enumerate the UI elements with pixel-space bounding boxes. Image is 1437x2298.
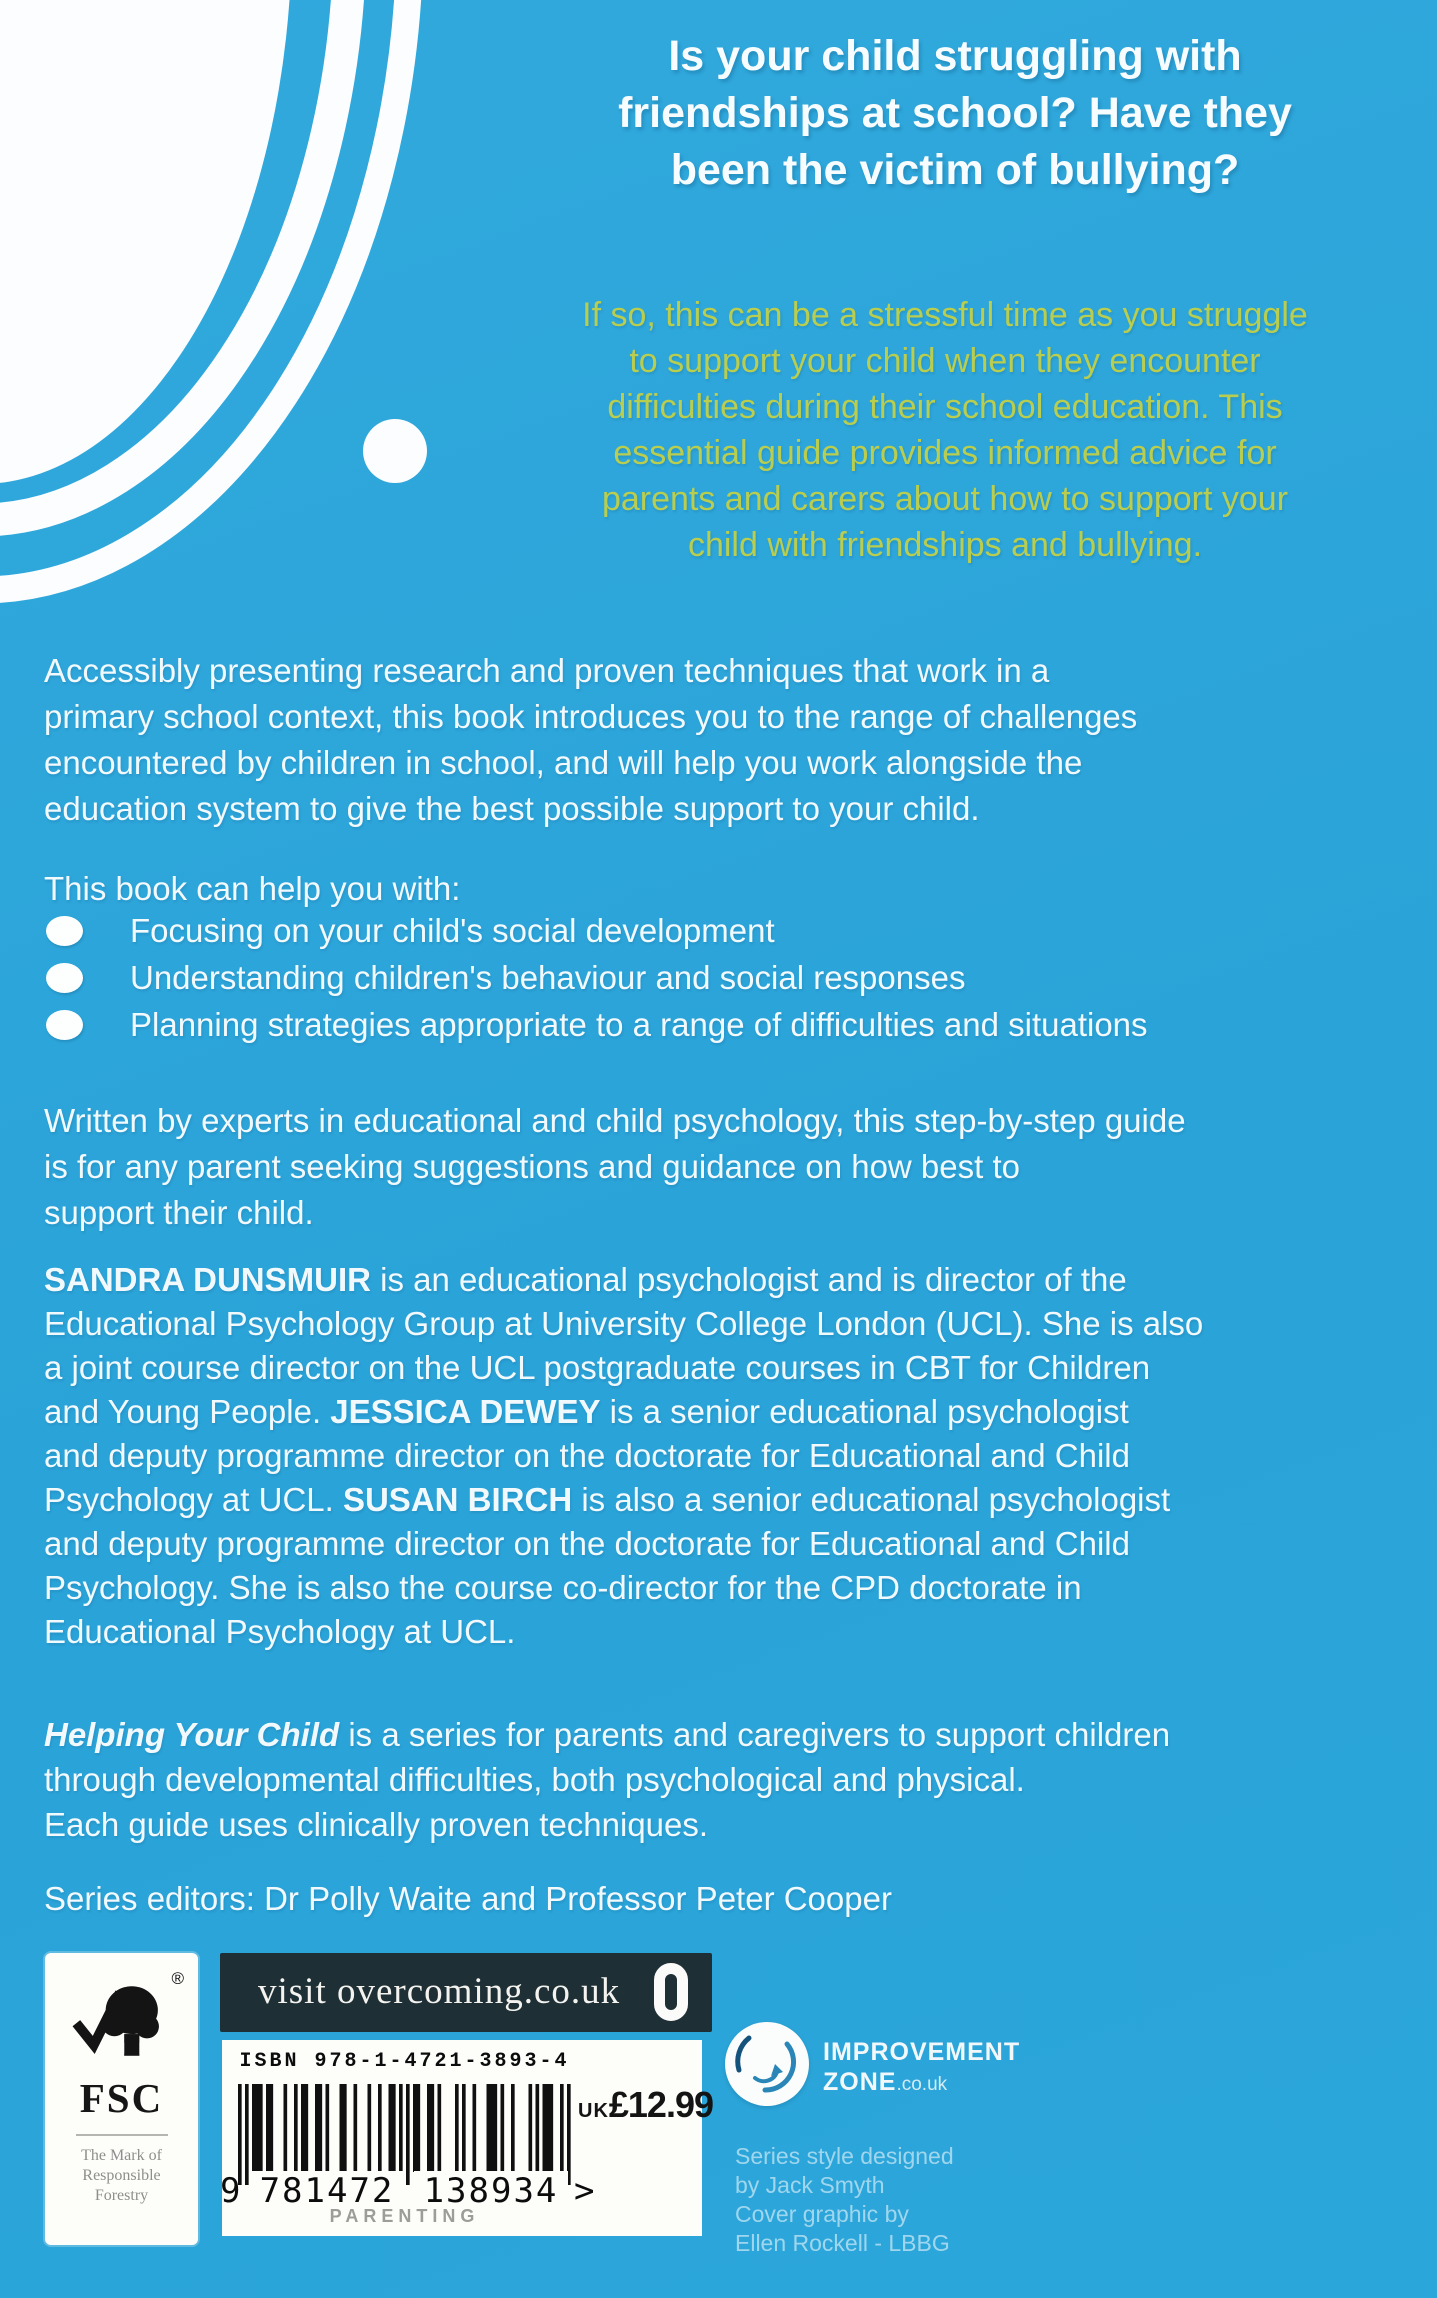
barcode-digit-lead: 9 xyxy=(220,2171,241,2211)
price xyxy=(578,2084,713,2126)
category-label: PARENTING xyxy=(329,2206,480,2226)
fsc-tagline: The Mark of Responsible Forestry xyxy=(81,2147,162,2204)
fsc-label: FSC xyxy=(79,2075,164,2121)
fsc-certification-badge xyxy=(45,1953,198,2245)
overcoming-o-logo-icon xyxy=(654,1963,688,2021)
list-heading: This book can help you with: xyxy=(44,870,461,907)
fsc-divider xyxy=(76,2134,168,2136)
improvement-zone-line1: IMPROVEMENT xyxy=(823,2038,1021,2066)
fsc-tree-icon xyxy=(67,1971,177,2071)
website-bar xyxy=(220,1953,712,2032)
price-currency: UK xyxy=(578,2100,609,2122)
authors-bio: SANDRA DUNSMUIR is an educational psychologist and is director of the Educational Psychology Group at University College London (UCL). She is also a joint course director on the UCL postgraduate courses in CBT for Children and Young People. JESSICA DEWEY is a senior educational psychologist and deputy programme director on the doctorate for Educational and Child Psychology at UCL. SUSAN BIRCH is also a senior educational psychologist and deputy programme director on the doctorate for Educational and Child Psychology. She is also the course co-director for the CPD doctorate in Educational Psychology at UCL. xyxy=(44,1261,1204,1650)
series-description: Helping Your Child is a series for parents and caregivers to support children through developmental difficulties, both psychological and physical. Each guide uses clinically proven techniques. xyxy=(44,1716,1171,1843)
bullet-text: Planning strategies appropriate to a range of difficulties and situations xyxy=(130,1006,1148,1043)
improvement-zone-swirl-icon xyxy=(725,2022,809,2106)
fsc-registered-mark: ® xyxy=(171,1969,184,1988)
bullet-list xyxy=(44,908,1148,1049)
bullet-dot-icon xyxy=(46,916,83,946)
series-editors: Series editors: Dr Polly Waite and Professor Peter Cooper xyxy=(44,1880,892,1917)
bullet-text: Understanding children's behaviour and social responses xyxy=(130,959,966,996)
improvement-zone-suffix: .co.uk xyxy=(896,2074,948,2095)
improvement-zone-zone: ZONE xyxy=(823,2068,897,2096)
headline: Is your child struggling with friendships at school? Have they been the victim of bullying? xyxy=(618,32,1292,194)
bullet-dot-icon xyxy=(46,963,83,993)
bullet-item xyxy=(44,955,1148,1002)
bullet-dot-icon xyxy=(46,1010,83,1040)
intro-paragraph: If so, this can be a stressful time as you struggle to support your child when they encounter difficulties during their school education. This essential guide provides informed advice for parents and carers about how to support your child with friendships and bullying. xyxy=(582,296,1308,564)
website-url: visit overcoming.co.uk xyxy=(258,1971,621,2012)
bullet-text: Focusing on your child's social development xyxy=(130,912,775,949)
description-paragraph: Accessibly presenting research and proven techniques that work in a primary school context, this book introduces you to the range of challenges encountered by children in school, and will help you work alongside the education system to give the best possible support to your child. xyxy=(44,652,1138,827)
price-amount: £12.99 xyxy=(608,2084,713,2125)
barcode-digits-right: 138934 xyxy=(414,2171,568,2211)
bullet-item xyxy=(44,908,1148,955)
isbn-number: ISBN 978-1-4721-3893-4 xyxy=(239,2050,570,2073)
improvement-zone-line2 xyxy=(823,2068,1020,2097)
bullet-item xyxy=(44,1002,1148,1049)
barcode-icon xyxy=(238,2084,574,2185)
experts-paragraph: Written by experts in educational and child psychology, this step-by-step guide is for any parent seeking suggestions and guidance on how best to support their child. xyxy=(44,1102,1186,1231)
improvement-zone-name xyxy=(823,2038,1020,2097)
credits: Series style designed by Jack Smyth Cover graphic by Ellen Rockell - LBBG xyxy=(735,2143,954,2256)
barcode-arrow: > xyxy=(574,2171,595,2211)
barcode-digits-left: 781472 xyxy=(250,2171,404,2211)
barcode-panel xyxy=(220,2040,713,2236)
